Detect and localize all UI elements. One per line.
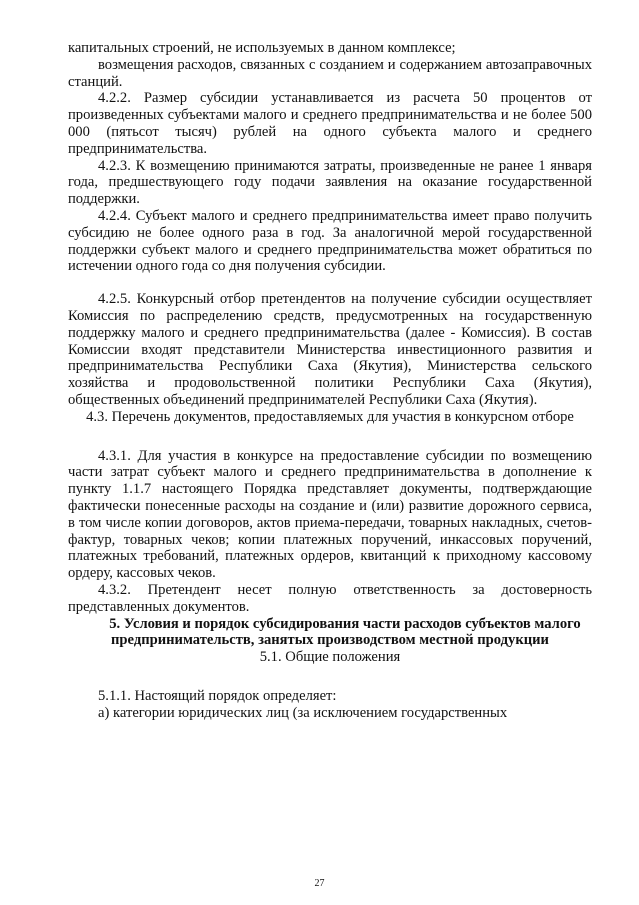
paragraph-4-2-2: 4.2.2. Размер субсидии устанавливается из расчета 50 процентов от произведенных субъектами малого и среднего предпринимательства и не более 500 000 (пятьсот тысяч) рублей на одного субъекта малого и среднего предпринимательства.	[68, 90, 592, 157]
paragraph-gas-station-expenses: возмещения расходов, связанных с созданием и содержанием автозаправочных станций.	[68, 56, 592, 90]
paragraph-4-2-5: 4.2.5. Конкурсный отбор претендентов на получение субсидии осуществляет Комиссия по распределению средств, предусмотренных на государственную поддержку малого и среднего предпринимательства (далее - Комиссия). В состав Комиссии входят представители Министерства инвестиционного развития и предпринимательства Республики Саха (Якутия), Министерства сельского хозяйства и продовольственной политики Республики Саха (Якутия), общественных объединений предпринимателей Республики Саха (Якутия).	[68, 291, 592, 408]
paragraph-4-3-1: 4.3.1. Для участия в конкурсе на предоставление субсидии по возмещению части затрат субъект малого и среднего предпринимательства в дополнение к пункту 1.1.7 настоящего Порядка представляет документы, подтверждающие фактически понесенные расходы на создание и (или) развитие дорожного сервиса, в том числе копии договоров, актов приема-передачи, товарных накладных, счетов-фактур, товарных чеков; копии платежных поручений, инкассовых поручений, платежных требований, платежных ордеров, квитанций к приходному кассовому ордеру, кассовых чеков.	[68, 447, 592, 582]
paragraph-5-1-1: 5.1.1. Настоящий порядок определяет:	[98, 687, 337, 704]
section-heading-5: 5. Условия и порядок субсидирования части расходов субъектов малого предпринимательств, занятых производством местной продукции	[109, 615, 581, 649]
page-number: 27	[314, 878, 325, 889]
section-heading-4-3: 4.3. Перечень документов, предоставляемых для участия в конкурсном отборе	[86, 408, 574, 425]
document-page	[68, 40, 592, 721]
paragraph-4-3-2: 4.3.2. Претендент несет полную ответственность за достоверность представленных документов.	[68, 581, 592, 615]
paragraph-4-2-3: 4.2.3. К возмещению принимаются затраты, произведенные не ранее 1 января года, предшествующего году подачи заявления на оказание государственной поддержки.	[68, 157, 592, 208]
section-heading-5-1: 5.1. Общие положения	[259, 649, 401, 666]
paragraph-5-1-1-a: а) категории юридических лиц (за исключением государственных	[98, 704, 508, 721]
paragraph-capital-structures: капитальных строений, не используемых в данном комплексе;	[68, 40, 456, 56]
paragraph-4-2-4: 4.2.4. Субъект малого и среднего предпринимательства имеет право получить субсидию не более одного раза в год. За аналогичной мерой государственной поддержки субъект малого и среднего предпринимательства может обратиться по истечении одного года со дня получения субсидии.	[68, 207, 592, 275]
